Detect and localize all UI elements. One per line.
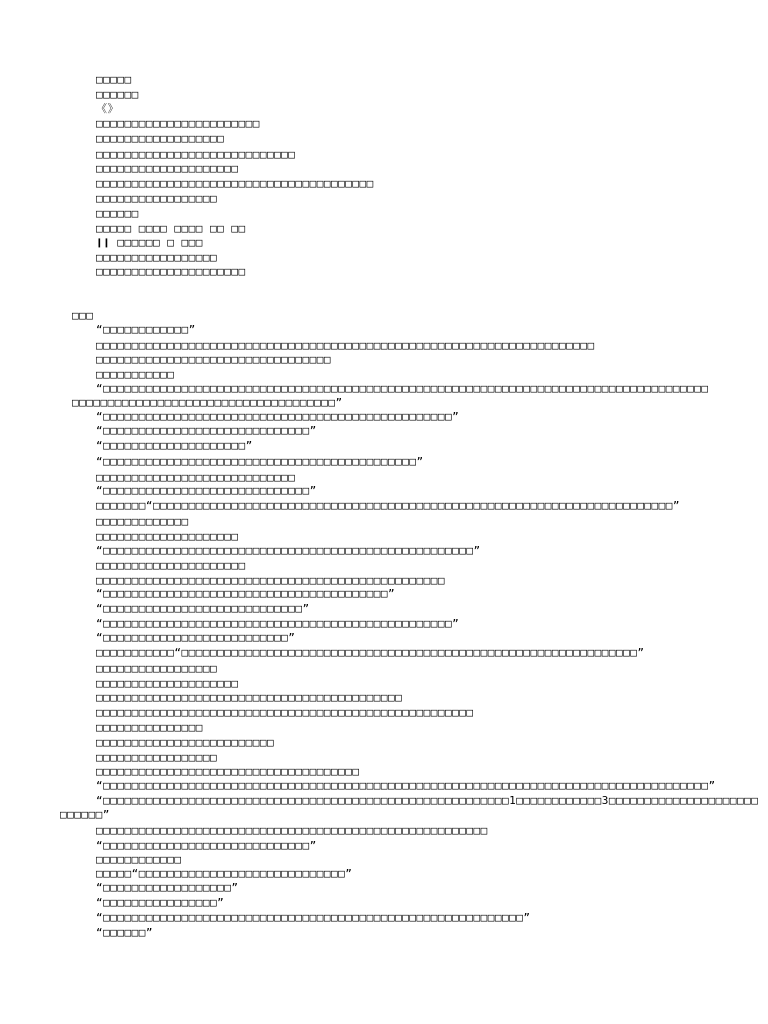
header-line: ❙❙ □□□□□□ □ □□□ [96,236,203,249]
body-line: □□□□□□□□□□□□□□□ [96,721,203,734]
body-line: “□□□□□□□□□□□□□□□□□□□□□□□□□□□□□□□□□□□□□□□□□□□□□□□□□□□□□□□□□1□□□□□□□□□□□□3□□□□□□□□□□□□□□□□□□□□□ [96,794,759,807]
body-line: “□□□□□□□□□□□□□□□□” [96,896,225,909]
body-line: “□□□□□□□□□□□□□□□□□□□□□□□□□□□□□” [96,839,317,852]
header-line: □□□□□□□□□□□□□□□□□□□□ [96,162,239,175]
body-line: “□□□□□□□□□□□□□□□□□□□□□□□□□□□□” [96,602,310,615]
body-line: “□□□□□□□□□□□□□□□□□□□□□□□□□□□□□□□□□□□□□□□□” [96,587,396,600]
header-line: □□□□□□□□□□□□□□□□□□ [96,132,225,145]
body-line: □□□□□□□□□□□□□□□□□□□□□□□□□□□□□□□□□□□□□□□□□□□□□□□□□□□□□ [96,706,474,719]
body-line: “□□□□□□□□□□□□□□□□□□□□□□□□□□□□□□□□□□□□□□□□□□□□□□□□□□□□□□□□□□□□□□□□□□□□□□□□□□□□□□□□□□□□□” [96,779,716,792]
body-line: “□□□□□□□□□□□□□□□□□□□□□□□□□□□□□” [96,484,317,497]
body-line: □□□□□□□□□□□□□□□□□□□□□□□□□□□□□□□□□□□□□□□□□□□□□□□□□ [96,574,446,587]
body-line: □□□□□□□□□□□□□□□□□□□□ [96,677,239,690]
header-line: □□□□□ [96,73,132,86]
body-line: “□□□□□□□□□□□□□□□□□□□□□□□□□□□□□□□□□□□□□□□□□□□□□□□□□□□□□□□□□□□□□□□□□□□□□□□□□□□□□□□□□□□□□ [96,382,709,395]
header-line: 《》 [96,102,119,115]
body-line: □□□□□□□“□□□□□□□□□□□□□□□□□□□□□□□□□□□□□□□□□□□□□□□□□□□□□□□□□□□□□□□□□□□□□□□□□□□□□□□□□” [96,499,681,512]
header-line: □□□□□□ [96,207,139,220]
section-label: □□□ [72,309,94,322]
body-line: □□□□□□□□□□□□□□□□□□□□□□□□□□□□□□□□□□□□□ [96,765,360,778]
body-line: □□□□□□□□□□□□□□□□□□□□□□□□□□□□□□□□□□□□□□□□□□□□□□□□□□□□□□□□□□□□□□□□□□□□□□ [96,339,595,352]
header-line: □□□□□ □□□□ □□□□ □□ □□ [96,222,246,235]
body-line: □□□□□□□□□□□□□ [96,515,189,528]
body-line: □□□□□□□□□□□□□□□□□□□□□□□□□□□□ [96,471,296,484]
body-line: □□□□□□□□□□□□□□□□□□□□□□□□□□□□□□□□□□□□□” [72,396,343,409]
header-line: □□□□□□□□□□□□□□□□□ [96,251,218,264]
body-line: “□□□□□□□□□□□□□□□□□□□□□□□□□□□□□□□□□□□□□□□□□□□□□□□□□□□□” [96,544,481,557]
body-line: “□□□□□□□□□□□□□□□□□□” [96,881,239,894]
header-line: □□□□□□ [96,88,139,101]
body-line: “□□□□□□□□□□□□□□□□□□□□□□□□□□□□□□□□□□□□□□□□□□□□□□□□□” [96,410,460,423]
body-line: “□□□□□□□□□□□□□□□□□□□□□□□□□□” [96,631,296,644]
body-line: □□□□□□□□□□□□□□□□□□□□□□□□□□□□□□□□□□□□□□□□□□□□□□□□□□□□□□□ [96,824,488,837]
body-line: □□□□□□□□□□□□□□□□□□□□□ [96,559,246,572]
body-line: □□□□□□□□□□□□□□□□□ [96,662,218,675]
header-line: □□□□□□□□□□□□□□□□□□□□□ [96,265,246,278]
header-line: □□□□□□□□□□□□□□□□□□□□□□□□□□□□ [96,148,296,161]
body-line: □□□□□□□□□□□□□□□□□□□□ [96,530,239,543]
header-line: □□□□□□□□□□□□□□□□□ [96,192,218,205]
body-line: “□□□□□□□□□□□□□□□□□□□□□□□□□□□□□□□□□□□□□□□□□□□□□□□□□” [96,617,460,630]
body-line: □□□□□□□□□□□ [96,368,175,381]
body-line: □□□□□□” [60,808,110,821]
body-line: □□□□□□□□□□□□□□□□□□□□□□□□□□□□□□□□□□□□□□□□□□□ [96,691,403,704]
body-line: “□□□□□□□□□□□□□□□□□□□□□□□□□□□□□□□□□□□□□□□□□□□□□□□□□□□□□□□□□□□” [96,911,531,924]
body-line: “□□□□□□” [96,926,153,939]
body-line: “□□□□□□□□□□□□” [96,323,196,336]
body-line: “□□□□□□□□□□□□□□□□□□□□□□□□□□□□□” [96,424,317,437]
body-line: □□□□□□□□□□□□□□□□□ [96,751,218,764]
body-line: “□□□□□□□□□□□□□□□□□□□□” [96,439,253,452]
header-line: □□□□□□□□□□□□□□□□□□□□□□□ [96,117,260,130]
header-line: □□□□□□□□□□□□□□□□□□□□□□□□□□□□□□□□□□□□□□□ [96,177,374,190]
body-line: □□□□□“□□□□□□□□□□□□□□□□□□□□□□□□□□□□□” [96,867,353,880]
body-line: □□□□□□□□□□□“□□□□□□□□□□□□□□□□□□□□□□□□□□□□□□□□□□□□□□□□□□□□□□□□□□□□□□□□□□□□□□□□” [96,646,645,659]
body-line: □□□□□□□□□□□□□□□□□□□□□□□□□ [96,736,275,749]
body-line: “□□□□□□□□□□□□□□□□□□□□□□□□□□□□□□□□□□□□□□□□□□□□” [96,455,424,468]
body-line: □□□□□□□□□□□□□□□□□□□□□□□□□□□□□□□□□ [96,353,332,366]
body-line: □□□□□□□□□□□□ [96,853,182,866]
